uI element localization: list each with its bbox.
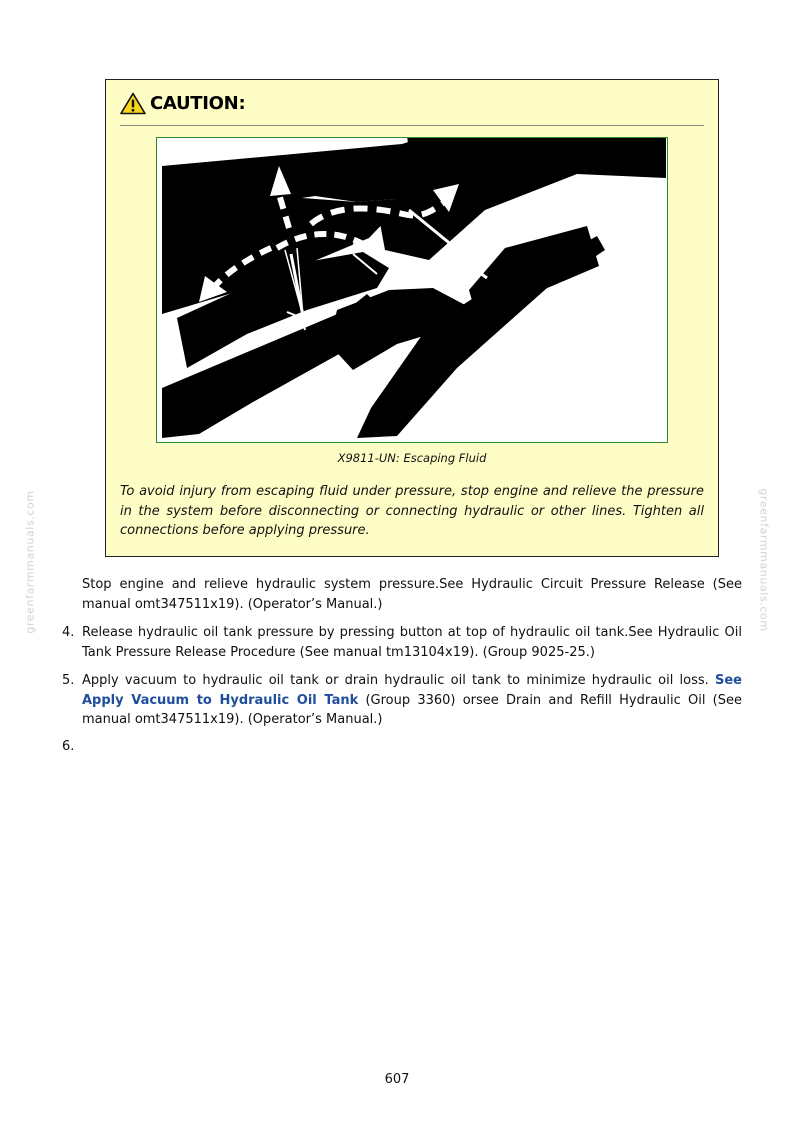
- caution-title: CAUTION:: [150, 93, 246, 114]
- caution-divider: [120, 125, 704, 126]
- list-item-text-end: (Group 3360) orsee Drain and Refill Hydraulic Oil (See manual omt347511x19). (Operator’s Manual.): [82, 692, 742, 727]
- page-number: 607: [384, 1072, 410, 1087]
- apply-vacuum-link[interactable]: See Apply Vacuum to Hydraulic Oil Tank: [82, 673, 742, 708]
- caution-box: [105, 79, 719, 557]
- escaping-fluid-illustration: [157, 138, 666, 441]
- list-item-text: Release hydraulic oil tank pressure by pressing button at top of hydraulic oil tank.See Hydraulic Oil Tank Pressure Release Procedure (See manual tm13104x19). (Group 9025-25.): [82, 625, 742, 660]
- watermark-left: greenfarmmanuals.com: [23, 490, 37, 634]
- list-item-number: 6.: [62, 739, 75, 754]
- list-item-number: 5.: [62, 673, 75, 688]
- list-item-5: [62, 671, 742, 730]
- step-intro-text: Stop engine and relieve hydraulic system pressure.See Hydraulic Circuit Pressure Release (See manual omt347511x19). (Operator’s Manual.): [82, 577, 742, 612]
- list-item-text: [82, 671, 742, 730]
- figure-caption: X9811-UN: Escaping Fluid: [337, 451, 487, 465]
- warning-triangle-icon: [120, 92, 146, 115]
- list-item-4: [62, 623, 742, 662]
- caution-warning-text: To avoid injury from escaping fluid under pressure, stop engine and relieve the pressure in the system before disconnecting or connecting hydraulic or other lines. Tighten all connections before applying pressure.: [120, 484, 704, 538]
- watermark-right: greenfarmmanuals.com: [757, 488, 771, 632]
- escaping-fluid-figure: [156, 137, 668, 443]
- list-item-text-start: Apply vacuum to hydraulic oil tank or drain hydraulic oil tank to minimize hydraulic oil loss.: [82, 673, 715, 688]
- caution-header: [120, 92, 245, 115]
- list-item-number: 4.: [62, 625, 75, 640]
